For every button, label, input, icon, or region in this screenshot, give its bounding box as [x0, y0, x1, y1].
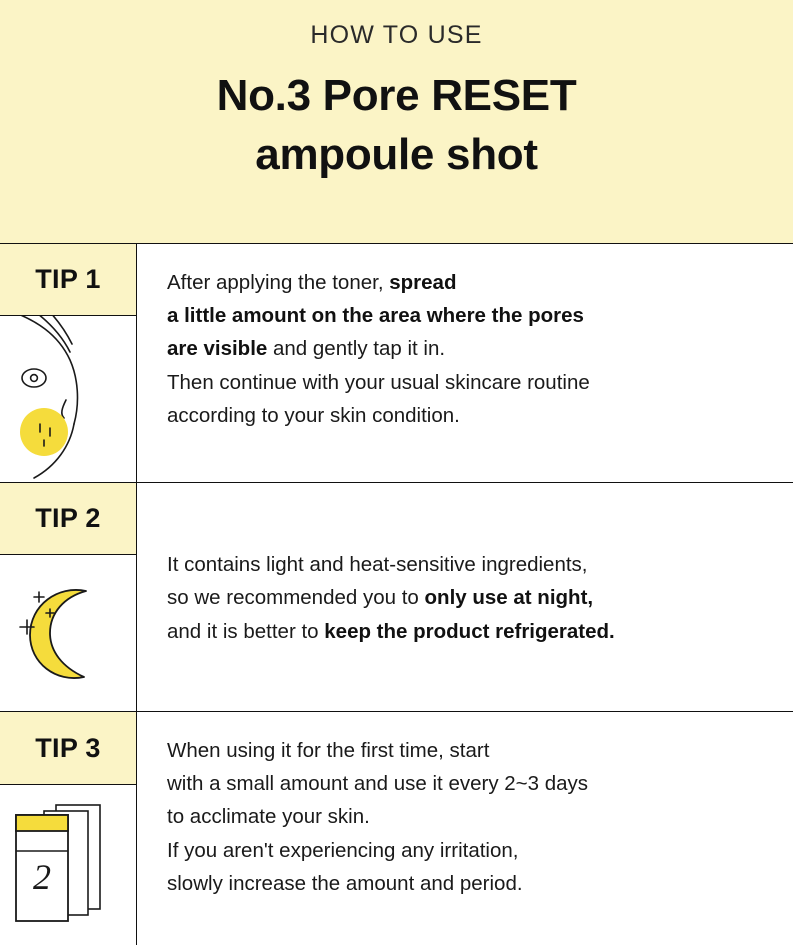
tip-2-line-3: and it is better to keep the product refrigerated. [167, 619, 615, 643]
page-title [0, 67, 793, 185]
tip-1-line-3: are visible and gently tap it in. [167, 337, 446, 361]
page-title-line-1: No.3 Pore RESET [216, 71, 577, 121]
tip-3-illustration [0, 785, 136, 945]
tip-1-line-2: a little amount on the area where the pores [167, 304, 584, 328]
tip-1-line-1: After applying the toner, spread [167, 271, 457, 294]
tip-1-badge: TIP 1 [0, 244, 136, 316]
tip-1-content [137, 244, 793, 482]
page-kicker: HOW TO USE [310, 21, 483, 49]
tip-3-line-3: to acclimate your skin. [167, 805, 370, 829]
tip-1-text [167, 266, 775, 432]
tip-2-badge: TIP 2 [0, 483, 136, 555]
tips-table [0, 243, 793, 945]
tip-2-line-2: so we recommended you to only use at night, [167, 586, 594, 610]
tip-3-line-4: If you aren't experiencing any irritation, [167, 838, 519, 862]
tip-1-illustration [0, 316, 136, 482]
tip-3-badge: TIP 3 [0, 712, 136, 785]
tip-1-line-5: according to your skin condition. [167, 403, 460, 427]
tip-3-line-2: with a small amount and use it every 2~3 days [167, 772, 589, 796]
tip-3-content [137, 712, 793, 945]
tip-3-text [167, 734, 775, 900]
tip-1-line-4: Then continue with your usual skincare routine [167, 370, 590, 394]
page-header [0, 0, 793, 243]
tip-2-illustration [0, 555, 136, 711]
page-title-line-2: ampoule shot [255, 130, 538, 180]
tip-1-left-column [0, 244, 137, 482]
calendar-day-number: 2 [33, 857, 51, 898]
tip-3-left-column [0, 712, 137, 945]
tip-2-left-column [0, 483, 137, 711]
cheek-highlight [20, 408, 68, 456]
face-cheek-pores-icon [0, 316, 136, 480]
tip-3-line-5: slowly increase the amount and period. [167, 871, 523, 895]
table-row [0, 712, 793, 945]
tip-3-line-1: When using it for the first time, start [167, 739, 490, 762]
tip-2-line-1: It contains light and heat-sensitive ingredients, [167, 553, 588, 577]
tip-2-text [167, 548, 775, 648]
table-row [0, 483, 793, 712]
calendar-icon [0, 785, 136, 943]
table-row [0, 244, 793, 483]
crescent-moon-icon [0, 555, 136, 709]
tip-2-content [137, 483, 793, 711]
